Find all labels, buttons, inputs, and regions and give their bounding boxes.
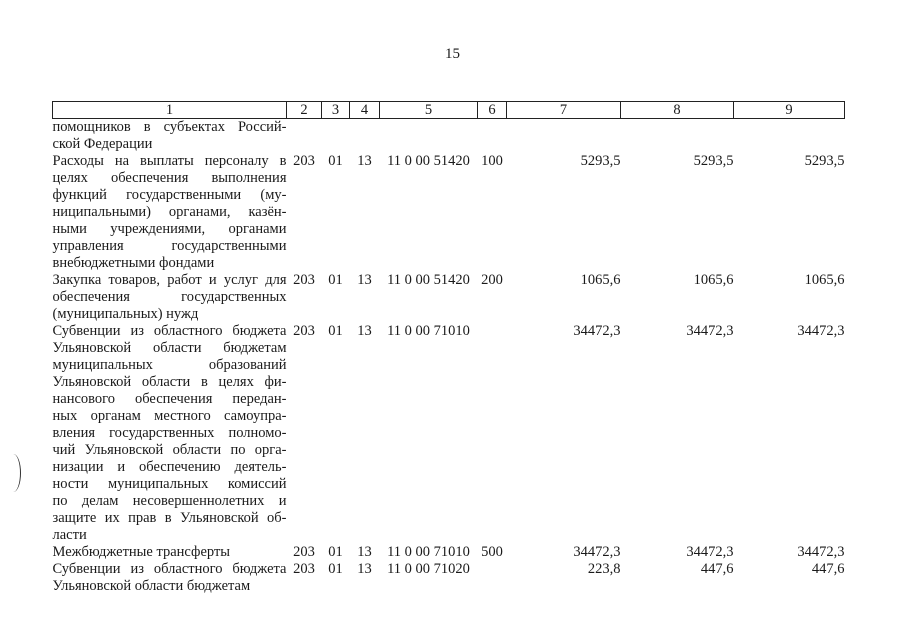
column-header: 1: [53, 102, 287, 119]
row-name-line: управления государственными: [52, 238, 287, 254]
row-name-line: Субвенции из областного бюджета: [52, 323, 287, 339]
row-name-line: чий Ульяновской области по орга-: [52, 442, 287, 458]
cell-expense-type: [478, 119, 507, 154]
column-header: 5: [380, 102, 478, 119]
cell-target-code: [380, 119, 478, 154]
table-row: [53, 323, 845, 544]
cell-subsection: 13: [357, 272, 372, 288]
row-name-line: ласти: [52, 527, 87, 543]
cell-admin-code: 203: [293, 544, 315, 560]
table-row: [53, 544, 845, 561]
column-header: 6: [478, 102, 507, 119]
scan-artifact-mark: [6, 454, 21, 492]
cell-amount-year-2: 5293,5: [693, 153, 734, 169]
header-row: [53, 102, 845, 119]
cell-admin-code: 203: [293, 153, 315, 169]
cell-target-code: 11 0 00 51420: [387, 153, 470, 169]
cell-section: 01: [328, 272, 343, 288]
row-name: [53, 153, 287, 272]
cell-expense-type: 200: [481, 272, 503, 288]
cell-amount-year-2: 34472,3: [686, 544, 734, 560]
cell-amount-year-1: 5293,5: [580, 153, 621, 169]
cell-subsection: 13: [357, 323, 372, 339]
row-name-line: внебюджетными фондами: [52, 255, 215, 271]
row-name-line: обеспечения государственных: [52, 289, 287, 305]
row-name-line: по делам несовершеннолетних и: [52, 493, 287, 509]
cell-section: 01: [328, 561, 343, 577]
cell-expense-type: 100: [481, 153, 503, 169]
row-name-line: ниципальными) органами, казён-: [52, 204, 287, 220]
column-header: 4: [350, 102, 380, 119]
row-name-line: ными учреждениями, органами: [52, 221, 287, 237]
cell-amount-year-3: [734, 119, 845, 154]
cell-amount-year-2: 1065,6: [693, 272, 734, 288]
cell-amount-year-3: 1065,6: [804, 272, 845, 288]
row-name-line: Ульяновской области бюджетам: [52, 578, 251, 594]
row-name-line: целях обеспечения выполнения: [52, 170, 287, 186]
table-row: [53, 561, 845, 595]
table-row: [53, 153, 845, 272]
table-row: [53, 119, 845, 154]
cell-target-code: 11 0 00 71010: [387, 544, 470, 560]
row-name-line: Расходы на выплаты персоналу в: [52, 153, 287, 169]
row-name-line: нансового обеспечения передан-: [52, 391, 287, 407]
row-name-line: низации и обеспечению деятель-: [52, 459, 287, 475]
cell-admin-code: 203: [293, 323, 315, 339]
cell-section: 01: [328, 544, 343, 560]
cell-section: 01: [328, 153, 343, 169]
row-name: [53, 119, 287, 154]
table-row: [53, 272, 845, 323]
row-name-line: (муниципальных) нужд: [52, 306, 199, 322]
column-header: 2: [287, 102, 322, 119]
page-number: 15: [445, 46, 460, 62]
cell-expense-type: 500: [481, 544, 503, 560]
row-name-line: ской Федерации: [52, 136, 153, 152]
cell-admin-code: 203: [293, 272, 315, 288]
row-name-line: функций государственными (му-: [52, 187, 287, 203]
row-name-line: Ульяновской области в целях фи-: [52, 374, 287, 390]
cell-target-code: 11 0 00 51420: [387, 272, 470, 288]
cell-target-code: 11 0 00 71020: [387, 561, 470, 577]
cell-subsection: [350, 119, 380, 154]
cell-amount-year-1: [507, 119, 621, 154]
cell-amount-year-3: 447,6: [811, 561, 845, 577]
cell-amount-year-1: 1065,6: [580, 272, 621, 288]
row-name-line: Закупка товаров, работ и услуг для: [52, 272, 287, 288]
row-name: [53, 272, 287, 323]
row-name-line: муниципальных образований: [52, 357, 287, 373]
row-name-line: защите их прав в Ульяновской об-: [52, 510, 287, 526]
row-name-line: Ульяновской области бюджетам: [52, 340, 287, 356]
cell-expense-type: [478, 323, 507, 544]
cell-amount-year-3: 34472,3: [797, 544, 845, 560]
row-name-line: ности муниципальных комиссий: [52, 476, 287, 492]
cell-admin-code: 203: [293, 561, 315, 577]
cell-section: 01: [328, 323, 343, 339]
row-name: [53, 561, 287, 595]
cell-subsection: 13: [357, 561, 372, 577]
cell-amount-year-1: 34472,3: [573, 544, 621, 560]
row-name-line: вления государственных полномо-: [52, 425, 287, 441]
cell-admin-code: [287, 119, 322, 154]
row-name-line: ных органам местного самоупра-: [52, 408, 287, 424]
row-name: [53, 323, 287, 544]
cell-amount-year-1: 223,8: [587, 561, 621, 577]
table-body: [53, 119, 845, 596]
cell-subsection: 13: [357, 153, 372, 169]
row-name-line: помощников в субъектах Россий-: [52, 119, 287, 135]
cell-subsection: 13: [357, 544, 372, 560]
cell-target-code: 11 0 00 71010: [387, 323, 470, 339]
cell-amount-year-3: 5293,5: [804, 153, 845, 169]
column-header: 8: [621, 102, 734, 119]
row-name-line: Межбюджетные трансферты: [52, 544, 231, 560]
cell-amount-year-2: 447,6: [700, 561, 734, 577]
cell-amount-year-2: 34472,3: [686, 323, 734, 339]
row-name: [53, 544, 287, 561]
column-header: 3: [322, 102, 350, 119]
row-name-line: Субвенции из областного бюджета: [52, 561, 287, 577]
cell-amount-year-1: 34472,3: [573, 323, 621, 339]
budget-table: [52, 101, 845, 595]
cell-amount-year-2: [621, 119, 734, 154]
cell-amount-year-3: 34472,3: [797, 323, 845, 339]
cell-expense-type: [478, 561, 507, 595]
column-header: 7: [507, 102, 621, 119]
column-header: 9: [734, 102, 845, 119]
cell-section: [322, 119, 350, 154]
